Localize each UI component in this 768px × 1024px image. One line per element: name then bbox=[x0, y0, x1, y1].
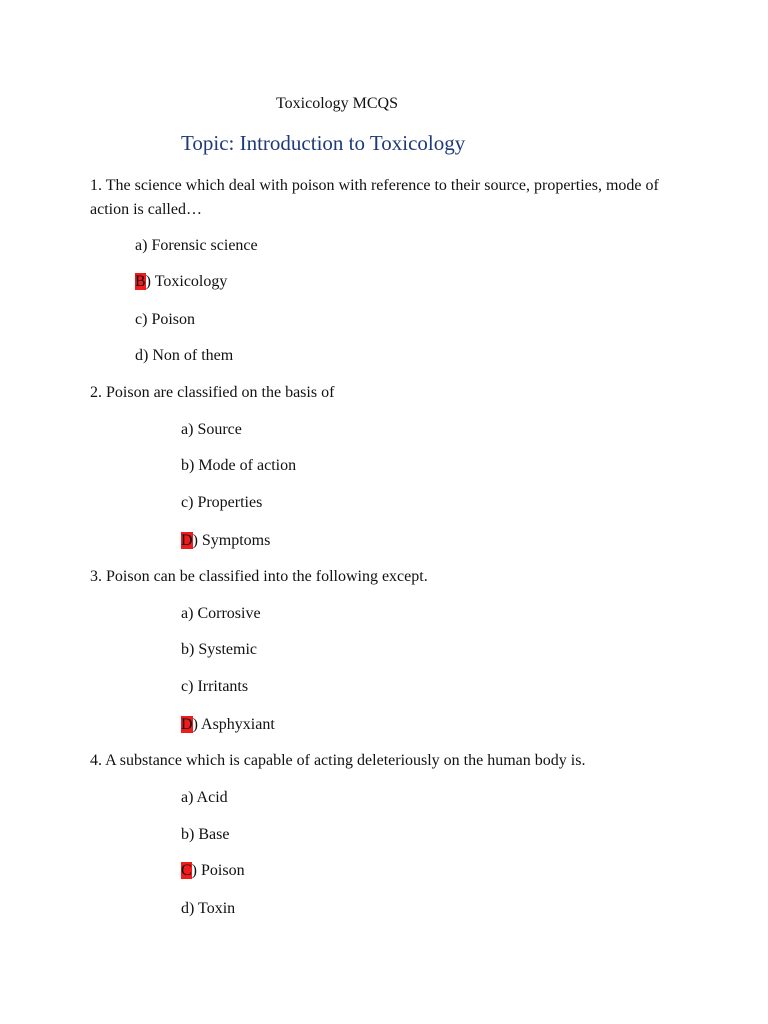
option-text: ) Toxicology bbox=[145, 273, 228, 290]
q2-option-b bbox=[181, 456, 296, 476]
answer-highlight: B bbox=[135, 273, 146, 290]
option-text: ) Non of them bbox=[143, 347, 234, 364]
question-3: 3. Poison can be classified into the following except. bbox=[90, 568, 428, 585]
topic-heading: Topic: Introduction to Toxicology bbox=[181, 131, 466, 155]
option-text: ) Systemic bbox=[189, 641, 257, 658]
option-text: ) Mode of action bbox=[189, 457, 297, 474]
option-text: ) Poison bbox=[191, 862, 245, 879]
option-text: ) Asphyxiant bbox=[192, 716, 275, 733]
option-text: ) Poison bbox=[142, 311, 196, 328]
q2-option-d-answer bbox=[181, 531, 270, 551]
option-letter: c bbox=[181, 678, 189, 695]
q2-option-a bbox=[181, 420, 242, 440]
option-letter: c bbox=[135, 311, 143, 328]
q1-option-b-answer bbox=[135, 272, 227, 292]
q4-option-c-answer bbox=[181, 861, 245, 881]
answer-highlight: C bbox=[181, 862, 192, 879]
option-text: ) Toxin bbox=[189, 900, 236, 917]
q3-option-c bbox=[181, 677, 248, 697]
option-letter: b bbox=[181, 457, 189, 474]
answer-highlight: D bbox=[181, 532, 193, 549]
option-letter: a bbox=[181, 421, 189, 438]
option-letter: c bbox=[181, 494, 189, 511]
q1-option-c bbox=[135, 310, 195, 330]
q1-option-d bbox=[135, 346, 233, 366]
question-1: 1. The science which deal with poison with reference to their source, properties, mode of action is called… bbox=[90, 177, 659, 218]
document-title: Toxicology MCQS bbox=[276, 95, 398, 112]
option-text: ) Acid bbox=[188, 789, 228, 806]
option-text: ) Properties bbox=[188, 494, 263, 511]
q4-option-d bbox=[181, 899, 235, 919]
option-letter: b bbox=[181, 641, 189, 658]
question-4: 4. A substance which is capable of acting deleteriously on the human body is. bbox=[90, 752, 586, 769]
option-letter: a bbox=[181, 605, 189, 622]
option-letter: a bbox=[135, 237, 143, 254]
question-2: 2. Poison are classified on the basis of bbox=[90, 384, 335, 401]
q4-option-b bbox=[181, 825, 229, 845]
q3-option-d-answer bbox=[181, 715, 275, 735]
q4-option-a bbox=[181, 788, 228, 808]
option-letter: d bbox=[181, 900, 189, 917]
option-text: ) Symptoms bbox=[192, 532, 271, 549]
option-text: ) Forensic science bbox=[142, 237, 258, 254]
option-text: ) Corrosive bbox=[188, 605, 261, 622]
answer-highlight: D bbox=[181, 716, 193, 733]
q1-option-a bbox=[135, 236, 258, 256]
option-letter: b bbox=[181, 826, 189, 843]
option-text: ) Base bbox=[189, 826, 230, 843]
q3-option-b bbox=[181, 640, 257, 660]
option-text: ) Irritants bbox=[188, 678, 249, 695]
q3-option-a bbox=[181, 604, 261, 624]
q2-option-c bbox=[181, 493, 262, 513]
option-text: ) Source bbox=[188, 421, 242, 438]
option-letter: a bbox=[181, 789, 189, 806]
option-letter: d bbox=[135, 347, 143, 364]
